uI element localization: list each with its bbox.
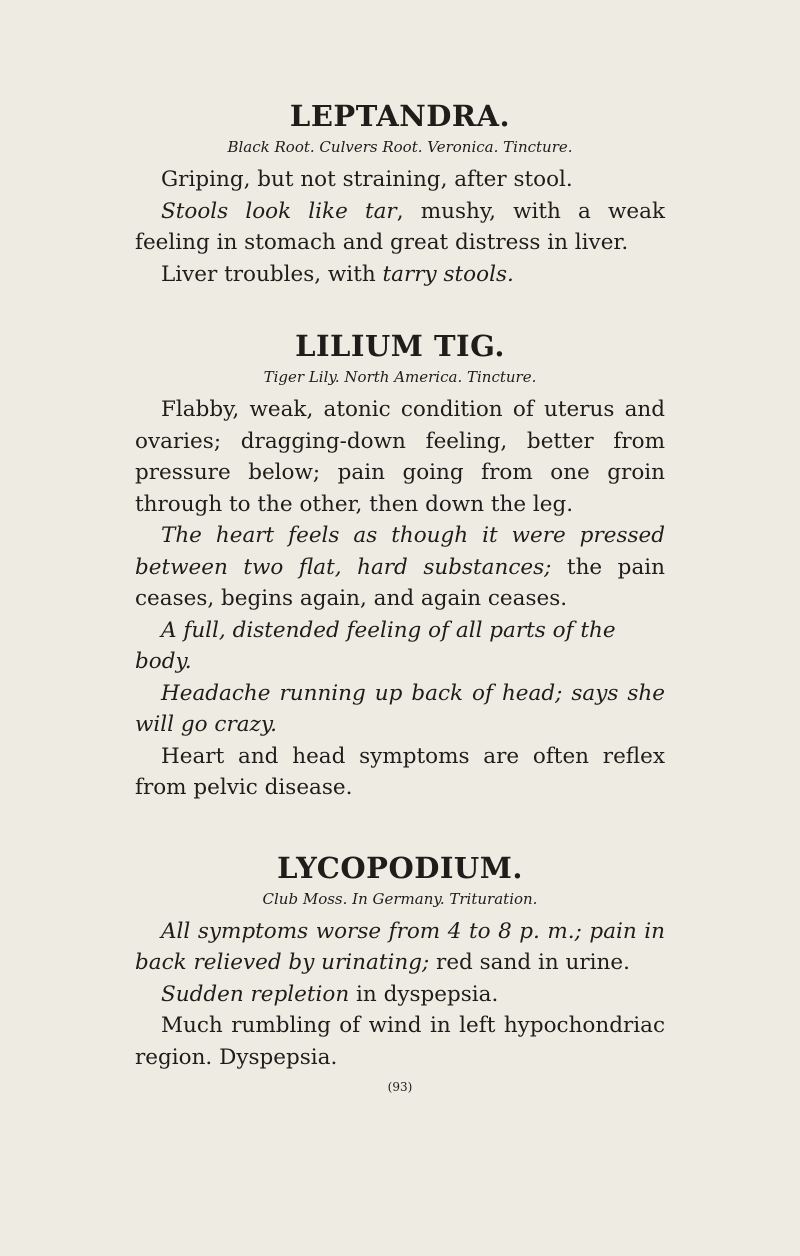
page-number: (93) [387,1080,413,1094]
page-text [135,98,665,1095]
paragraph: The heart feels as though it were pressed between two flat, hard substances; the pain ceases, begins again, and again ceases. [135,523,665,611]
paragraph: Much rumbling of wind in left hypochondriac region. Dyspepsia. [135,1013,665,1070]
subtitle-leptandra: Black Root. Culvers Root. Veronica. Tincture. [227,138,573,156]
paragraph: Headache running up back of head; says she will go crazy. [135,680,665,737]
paragraph: Sudden repletion in dyspepsia. [161,981,499,1007]
heading-leptandra: LEPTANDRA. [289,99,511,133]
paragraph: Liver troubles, with tarry stools. [161,261,514,287]
paragraph: Stools look like tar, mushy, with a weak feeling in stomach and great distress in liver. [135,198,666,255]
paragraph: All symptoms worse from 4 to 8 p. m.; pain in back relieved by urinating; red sand in urine. [135,918,665,975]
heading-lilium: LILIUM TIG. [295,329,505,363]
paragraph: A full, distended feeling of all parts of the body. [135,617,616,674]
paragraph: Heart and head symptoms are often reflex from pelvic disease. [135,743,665,800]
subtitle-lycopodium: Club Moss. In Germany. Trituration. [262,889,538,908]
paragraph: Griping, but not straining, after stool. [161,167,573,192]
subtitle-lilium: Tiger Lily. North America. Tincture. [263,368,537,386]
heading-lycopodium: LYCOPODIUM. [277,850,523,885]
paragraph: Flabby, weak, atonic condition of uterus and ovaries; dragging-down feeling, better from pressure below; pain going from one groin through to the other, then down the leg. [135,397,665,517]
